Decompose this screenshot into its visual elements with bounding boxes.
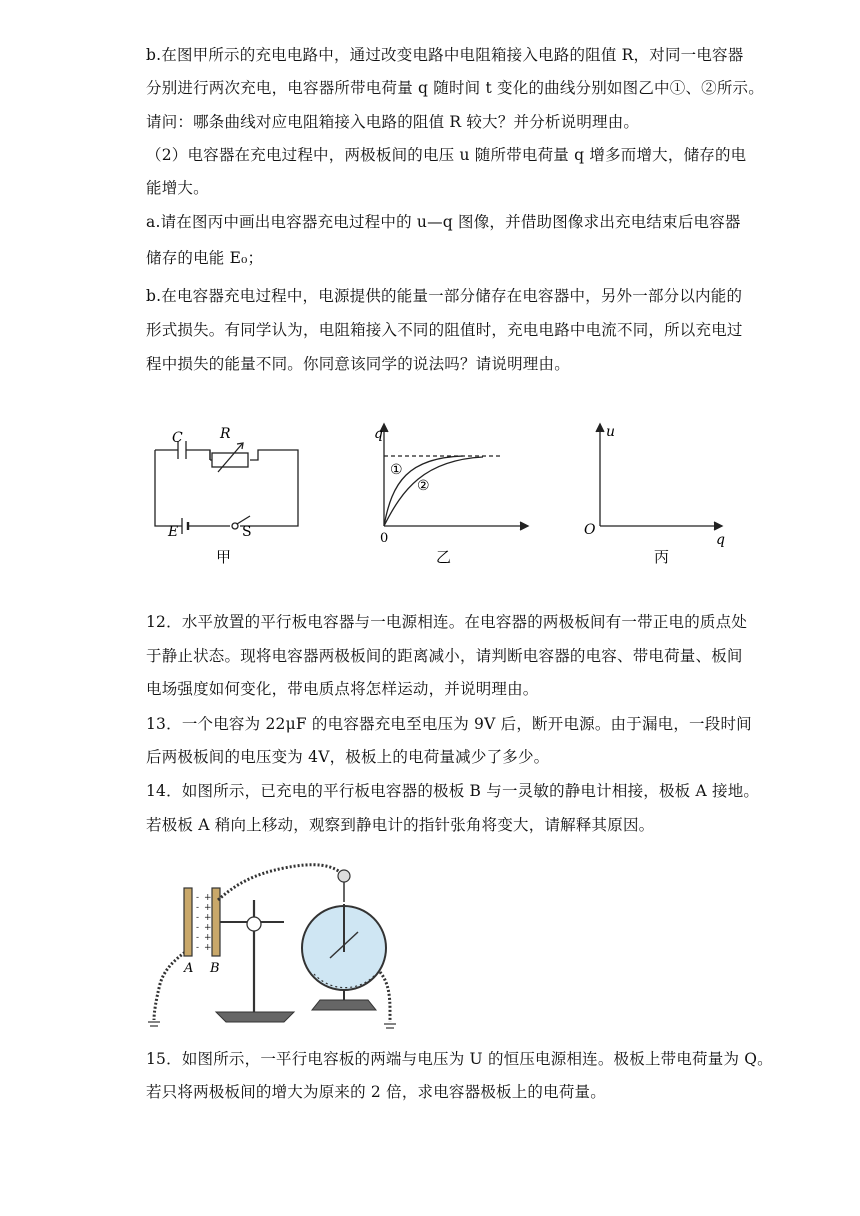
text-line: 请问：哪条曲线对应电阻箱接入电路的阻值 R 较大？并分析说明理由。 [146,113,640,131]
label-R: R [220,426,231,442]
curve-2-label: ② [417,478,430,494]
label-E: E [168,524,179,540]
text-line: 12．水平放置的平行板电容器与一电源相连。在电容器的两极板间有一带正电的质点处 [146,613,748,631]
figure-jia-circuit [150,420,305,570]
figure-bing-u-q [580,420,730,570]
text-line: 15．如图所示，一平行电容板的两端与电压为 U 的恒压电源相连。极板上带电荷量为 Q。 [146,1050,773,1068]
label-C: C [172,430,183,446]
figure-14-electrometer [144,860,424,1036]
text-line: b.在电容器充电过程中，电源提供的能量一部分储存在电容器中，另外一部分以内能的 [146,287,743,305]
svg-text:+: + [204,933,212,943]
curve-1-label: ① [390,462,403,478]
text-line: a.请在图丙中画出电容器充电过程中的 u—q 图像，并借助图像求出充电结束后电容器 [146,213,741,231]
figure-yi-q-t [368,420,533,570]
svg-text:+: + [204,923,212,933]
svg-text:-: - [196,913,200,923]
text-line: （2）电容器在充电过程中，两极板间的电压 u 随所带电荷量 q 增多而增大，储存的电 [146,146,747,164]
svg-text:+: + [204,903,212,913]
text-line: 分别进行两次充电，电容器所带电荷量 q 随时间 t 变化的曲线分别如图乙中①、②所示。 [146,79,764,97]
plate-A [184,888,192,956]
svg-text:-: - [196,933,200,943]
text-line: 13．一个电容为 22μF 的电容器充电至电压为 9V 后，断开电源。由于漏电，一段时间 [146,715,752,733]
axis-label-q: q [716,532,725,548]
label-S: S [242,524,252,540]
text-line: 若极板 A 稍向上移动，观察到静电计的指针张角将变大，请解释其原因。 [146,816,655,834]
text-line: 形式损失。有同学认为，电阻箱接入不同的阻值时，充电电路中电流不同，所以充电过 [146,321,743,339]
label-A: A [184,961,194,976]
svg-text:-: - [196,893,200,903]
origin-label-O: O [584,522,596,538]
caption-jia: 甲 [216,548,232,566]
text-line: 程中损失的能量不同。你同意该同学的说法吗？请说明理由。 [146,355,570,373]
origin-label: 0 [380,531,389,546]
text-line: 若只将两极板间的增大为原来的 2 倍，求电容器极板上的电荷量。 [146,1083,606,1101]
axis-label-q: q [374,426,383,442]
text-line: b.在图甲所示的充电电路中，通过改变电路中电阻箱接入电路的阻值 R，对同一电容器 [146,46,744,64]
svg-text:-: - [196,903,200,913]
svg-text:+: + [204,943,212,953]
caption-bing: 丙 [654,548,670,566]
text-line: 电场强度如何变化，带电质点将怎样运动，并说明理由。 [146,680,539,698]
axis-label-u: u [606,424,616,440]
text-line: 能增大。 [146,179,209,197]
label-B: B [210,961,220,976]
text-line: 于静止状态。现将电容器两极板间的距离减小，请判断电容器的电容、带电荷量、板间 [146,647,743,665]
text-line: 储存的电能 E₀； [146,249,264,267]
svg-text:-: - [196,923,200,933]
svg-text:-: - [196,943,200,953]
caption-yi: 乙 [436,548,452,566]
svg-text:+: + [204,913,212,923]
text-line: 后两极板间的电压变为 4V，极板上的电荷量减少了多少。 [146,748,550,766]
text-line: 14．如图所示，已充电的平行板电容器的极板 B 与一灵敏的静电计相接，极板 A 接地。 [146,782,760,800]
svg-text:+: + [204,893,212,903]
